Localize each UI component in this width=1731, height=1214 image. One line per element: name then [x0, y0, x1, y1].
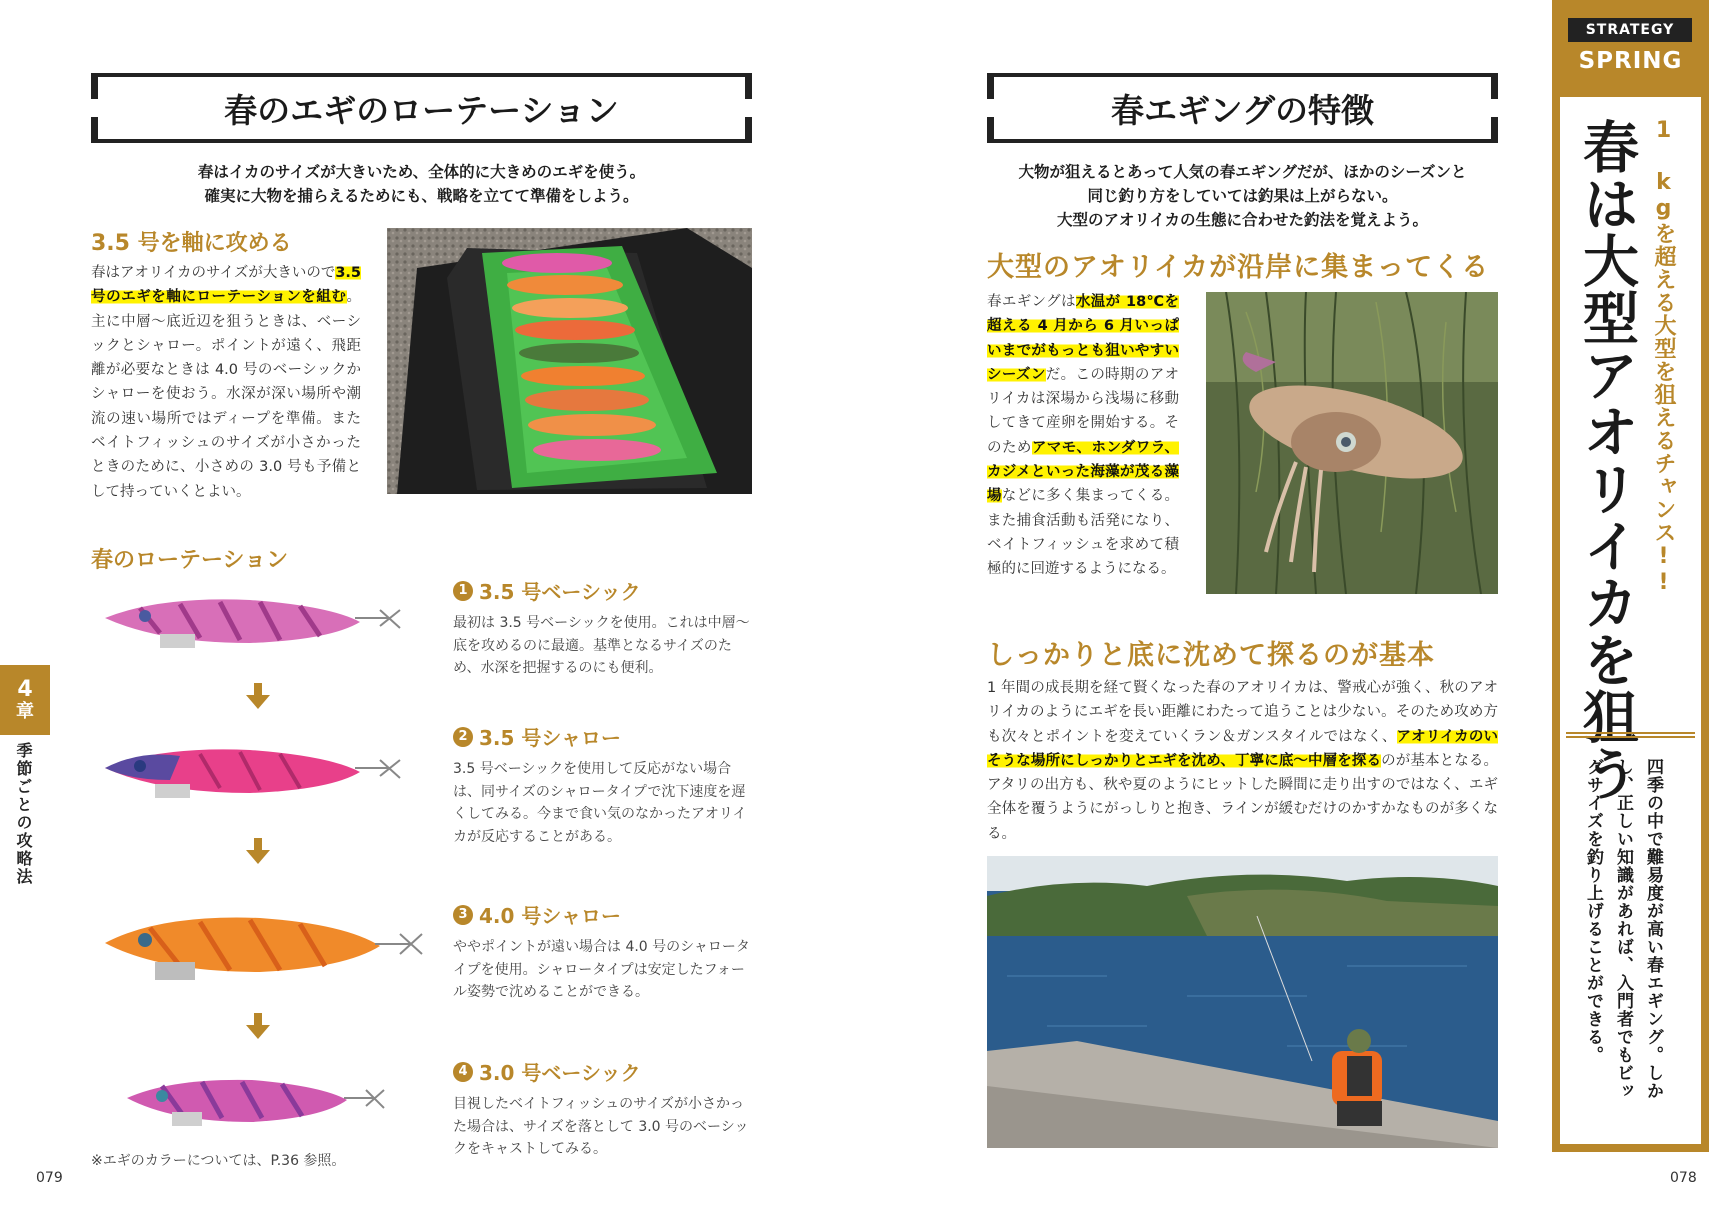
strategy-divider [1566, 732, 1695, 738]
step-2-body: 3.5 号ベーシックを使用して反応がない場合は、同サイズのシャロータイプで沈下速度を遅くしてみる。今まで食い気のなかったアオリイカが反応することがある。 [453, 761, 747, 845]
step-number-badge: 2 [453, 727, 473, 747]
page-number-right: 078 [1670, 1170, 1697, 1186]
strategy-label: STRATEGY [1568, 18, 1692, 42]
arrow-down-icon [246, 1013, 270, 1039]
left-section2-heading: 春のローテーション [91, 548, 289, 573]
chapter-title: 季節ごとの攻略法 [14, 742, 33, 886]
step-2-heading: 2 3.5 号シャロー [453, 722, 621, 751]
step-number-badge: 4 [453, 1062, 473, 1082]
egi-illustration-4 [122, 1068, 402, 1142]
left-section1-body: 春はアオリイカのサイズが大きいので3.5 号のエギを軸にローテーションを組む。主に中層〜底近辺を狙うときは、ベーシックとシャロー。ポイントが遠く、飛距離が必要なときは 4.0 号のベーシックかシャローを使おう。水深が深い場所や潮流の速い場所ではディープを準備。またベイトフィッシュのサイズが小さかったときのために、小さめの 3.0 号も予備として持っていくとよい。 [91, 265, 362, 500]
season-label: SPRING [1578, 48, 1683, 74]
step-3-body: ややポイントが遠い場合は 4.0 号のシャロータイプを使用。シャロータイプは安定したフォール姿勢で沈めることができる。 [453, 939, 750, 1000]
page-number-left: 079 [36, 1170, 63, 1186]
left-page-title: 春のエギのローテーション [91, 73, 752, 143]
strategy-summary: 四季の中で難易度が高い春エギング。しか し、正しい知識があれば、入門者でもビッ グサイズを釣り上げることができる。 [1583, 758, 1663, 1100]
egi-case-photo [387, 228, 752, 494]
squid-underwater-photo [1206, 292, 1498, 594]
step-4-heading: 4 3.0 号ベーシック [453, 1057, 641, 1086]
egi-illustration-3 [100, 908, 430, 992]
egi-illustration-2 [100, 738, 410, 812]
step-4-body: 目視したベイトフィッシュのサイズが小さかった場合は、サイズを落として 3.0 号のベーシックをキャストしてみる。 [453, 1096, 749, 1157]
arrow-down-icon [246, 683, 270, 709]
left-lead: 春はイカのサイズが大きいため、全体的に大きめのエギを使う。 確実に大物を捕らえるためにも、戦略を立てて準備をしよう。 [197, 163, 646, 205]
angler-pier-photo [987, 856, 1498, 1148]
right-section1-heading: 大型のアオリイカが沿岸に集まってくる [987, 252, 1490, 283]
step-1-heading: 1 3.5 号ベーシック [453, 576, 641, 605]
left-section1-heading: 3.5 号を軸に攻める [91, 231, 292, 256]
right-section2-body: 1 年間の成長期を経て賢くなった春のアオリイカは、警戒心が強く、秋のアオリイカのようにエギを長い距離にわたって追うことは少ない。そのため攻め方も次々とポイントを変えていくラン＆ガンスタイルではなく、アオリイカのいそうな場所にしっかりとエギを沈め、丁寧に底〜中層を探るのが基本となる。アタリの出方も、秋や夏のようにヒットした瞬間に走り出すのではなく、エギ全体を覆うようにがっしりと抱き、ラインが緩むだけのかすかなものが多くなる。 [987, 680, 1499, 842]
right-lead: 大物が狙えるとあって人気の春エギングだが、ほかのシーズンと 同じ釣り方をしていては釣果は上がらない。 大型のアオリイカの生態に合わせた釣法を覚えよう。 [1018, 163, 1467, 229]
right-section2-heading: しっかりと底に沈めて探るのが基本 [987, 640, 1435, 671]
right-section1-body: 春エギングは水温が 18℃を超える 4 月から 6 月いっぱいまでがもっとも狙いやすいシーズンだ。この時期のアオリイカは深場から浅場に移動してきて産卵を開始する。そのためアマモ、ホンダワラ、カジメといった海藻が茂る藻場などに多く集まってくる。また捕食活動も活発になり、ベイトフィッシュを求めて積極的に回遊するようになる。 [987, 294, 1180, 578]
chapter-tab: 4 章 [0, 665, 50, 735]
step-number-badge: 3 [453, 905, 473, 925]
step-number-badge: 1 [453, 581, 473, 601]
color-reference-note: ※エギのカラーについては、P.36 参照。 [91, 1153, 346, 1169]
strategy-catch: 1 kgを超える大型を狙えるチャンス!! [1651, 118, 1676, 596]
step-3-heading: 3 4.0 号シャロー [453, 900, 621, 929]
strategy-headline: 春は大型アオリイカを狙う [1574, 118, 1639, 802]
arrow-down-icon [246, 838, 270, 864]
egi-illustration-1 [100, 588, 410, 662]
step-1-body: 最初は 3.5 号ベーシックを使用。これは中層〜底を攻めるのに最適。基準となるサイズのため、水深を把握するのにも便利。 [453, 615, 750, 676]
right-page-title: 春エギングの特徴 [987, 73, 1498, 143]
